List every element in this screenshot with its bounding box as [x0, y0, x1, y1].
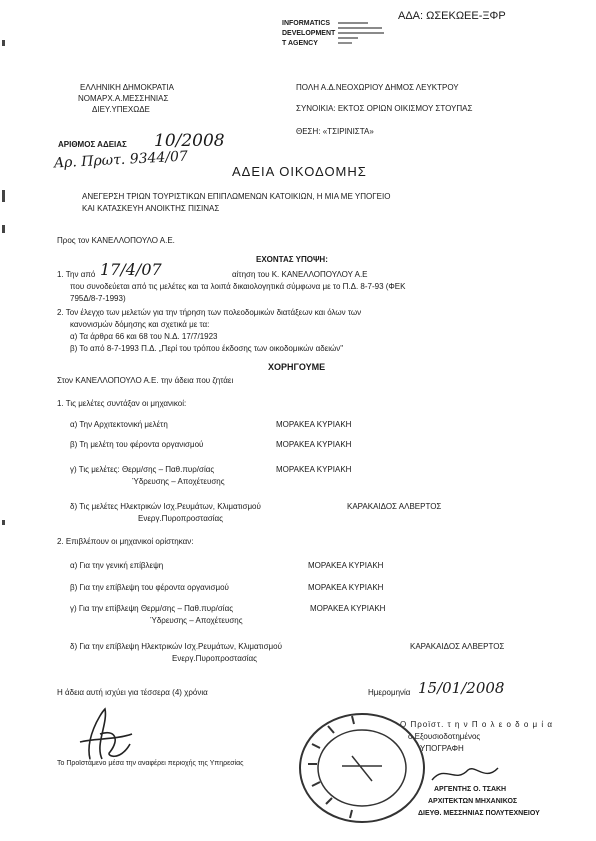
right-header-line-3: ΘΕΣΗ: «ΤΣΙΡΙΝΙΣΤΑ»	[296, 127, 374, 136]
item2-line-1: 2. Τον έλεγχο των μελετών για την τήρηση των πολεοδομικών διατάξεων και όλων των	[57, 308, 362, 317]
study-engineer-name: ΚΑΡΑΚΑΙΔΟΣ ΑΛΒΕΡΤΟΣ	[347, 502, 442, 511]
scan-edge-mark	[2, 225, 5, 233]
protocol-number-handwritten: Αρ. Πρωτ. 9344/07	[53, 148, 189, 172]
item2-a: α) Τα άρθρα 66 και 68 του Ν.Δ. 17/7/1923	[70, 332, 218, 341]
study-label-line-2: Ύδρευσης – Αποχέτευσης	[132, 477, 225, 486]
stamp-line-2: ΑΡΧΙΤΕΚΤΩΝ ΜΗΧΑΝΙΚΟΣ	[428, 798, 518, 805]
grant-line: Στον ΚΑΝΕΛΛΟΠΟΥΛΟ Α.Ε. την άδεια που ζητάει	[57, 376, 234, 385]
supervision-label-line-2: Ύδρευσης – Αποχέτευσης	[150, 616, 243, 625]
scan-edge-mark	[2, 520, 5, 525]
left-header-line-2: ΝΟΜΑΡΧ.Α.ΜΕΣΣΗΝΙΑΣ	[78, 94, 169, 103]
subject-line-2: ΚΑΙ ΚΑΤΑΣΚΕΥΗ ΑΝΟΙΚΤΗΣ ΠΙΣΙΝΑΣ	[82, 204, 220, 213]
item2-b: β) Το από 8-7-1993 Π.Δ. „Περί του τρόπου έκδοσης των οικοδομικών αδειών"	[70, 344, 344, 353]
stamp-line-1: ΑΡΓΕΝΤΗΣ Ο. ΤΣΑΚΗ	[434, 786, 507, 793]
scan-edge-mark	[2, 190, 5, 202]
supervision-label: β) Για την επίβλεψη του φέροντα οργανισμού	[70, 583, 229, 592]
supervision-label: α) Για την γενική επίβλεψη	[70, 561, 164, 570]
permit-number-handwritten: 10/2008	[154, 131, 225, 151]
supervision-label: γ) Για την επίβλεψη Θερμ/σης – Παθ.πυρ/σίας	[70, 604, 234, 613]
date-label: Ημερομηνία	[368, 688, 411, 697]
addressee: Προς τον ΚΑΝΕΛΛΟΠΟΥΛΟ Α.Ε.	[57, 236, 175, 245]
round-seal-stamp	[292, 706, 432, 826]
supervision-heading: 2. Επιβλέπουν οι μηχανικοί ορίστηκαν:	[57, 537, 194, 546]
informatics-fine-print	[338, 20, 388, 48]
right-sign-line-1: Ο Προϊστ. τ η ν Π ο λ ε ο δ ο μ ί α	[400, 720, 553, 729]
supervision-label: δ) Για την επίβλεψη Ηλεκτρικών Ισχ.Ρευμάτων, Κλιματισμού	[70, 642, 282, 651]
item1-line-3: 795Δ/8-7-1993)	[70, 294, 126, 303]
supervision-engineer-name: ΜΟΡΑΚΕΑ ΚΥΡΙΑΚΗ	[310, 604, 386, 613]
study-engineer-name: ΜΟΡΑΚΕΑ ΚΥΡΙΑΚΗ	[276, 420, 352, 429]
informatics-line-3: T AGENCY	[282, 40, 318, 47]
item1-prefix: 1. Την από	[57, 270, 96, 279]
right-sign-line-2: ο Εξουσιοδοτημένος	[408, 732, 481, 741]
signature-caption: Το Προϊστάμενο μέσα την αναφέρει περιοχής της Υπηρεσίας	[57, 760, 244, 767]
supervision-engineer-name: ΚΑΡΑΚΑΙΔΟΣ ΑΛΒΕΡΤΟΣ	[410, 642, 505, 651]
right-header-line-1: ΠΟΛΗ Α.Δ.ΝΕΟΧΩΡΙΟΥ ΔΗΜΟΣ ΛΕΥΚΤΡΟΥ	[296, 83, 459, 92]
document-title: ΑΔΕΙΑ ΟΙΚΟΔΟΜΗΣ	[232, 164, 367, 179]
stamp-line-3: ΔΙΕΥΘ. ΜΕΣΣΗΝΙΑΣ ΠΟΛΥΤΕΧΝΕΙΟΥ	[418, 810, 540, 817]
item1-line-2: που συνοδεύεται από τις μελέτες και τα λοιπά δικαιολογητικά σύμφωνα με το Π.Δ. 8-7-93 (ΦΕΚ	[70, 282, 406, 291]
study-label: γ) Τις μελέτες: Θερμ/σης – Παθ.πυρ/σίας	[70, 465, 215, 474]
date-handwritten: 15/01/2008	[418, 679, 505, 697]
study-engineer-name: ΜΟΡΑΚΕΑ ΚΥΡΙΑΚΗ	[276, 440, 352, 449]
scan-edge-mark	[2, 40, 5, 46]
right-sign-line-3: ΥΠΟΓΡΑΦΗ	[420, 744, 464, 753]
informatics-line-2: DEVELOPMENT	[282, 30, 336, 37]
supervision-engineer-name: ΜΟΡΑΚΕΑ ΚΥΡΙΑΚΗ	[308, 561, 384, 570]
item1-rest: αίτηση του Κ. ΚΑΝΕΛΛΟΠΟΥΛΟΥ Α.Ε	[232, 270, 368, 279]
studies-heading: 1. Τις μελέτες συντάξαν οι μηχανικοί:	[57, 399, 187, 408]
permit-number-label: ΑΡΙΘΜΟΣ ΑΔΕΙΑΣ	[58, 140, 127, 149]
left-header-line-3: ΔΙΕΥ.ΥΠΕΧΩΔΕ	[92, 105, 150, 114]
supervision-engineer-name: ΜΟΡΑΚΕΑ ΚΥΡΙΑΚΗ	[308, 583, 384, 592]
subject-line-1: ΑΝΕΓΕΡΣΗ ΤΡΙΩΝ ΤΟΥΡΙΣΤΙΚΩΝ ΕΠΙΠΛΩΜΕΝΩΝ ΚΑΤΟΙΚΙΩΝ, Η ΜΙΑ ΜΕ ΥΠΟΓΕΙΟ	[82, 192, 391, 201]
study-engineer-name: ΜΟΡΑΚΕΑ ΚΥΡΙΑΚΗ	[276, 465, 352, 474]
item2-line-2: κανονισμών δόμησης και σχετικά με τα:	[70, 320, 210, 329]
study-label-line-2: Ενεργ.Πυροπροστασίας	[138, 514, 224, 523]
left-header-line-1: ΕΛΛΗΝΙΚΗ ΔΗΜΟΚΡΑΤΙΑ	[80, 83, 174, 92]
informatics-line-1: INFORMATICS	[282, 20, 331, 27]
right-signature	[430, 762, 500, 786]
grant-heading: ΧΟΡΗΓΟΥΜΕ	[268, 362, 326, 372]
having-seen-heading: ΕΧΟΝΤΑΣ ΥΠΟΨΗ:	[256, 255, 328, 264]
validity-statement: Η άδεια αυτή ισχύει για τέσσερα (4) χρόνια	[57, 688, 208, 697]
left-signature	[60, 704, 140, 764]
study-label: δ) Τις μελέτες Ηλεκτρικών Ισχ.Ρευμάτων, Κλιματισμού	[70, 502, 261, 511]
supervision-label-line-2: Ενεργ.Πυροπροστασίας	[172, 654, 258, 663]
study-label: α) Την Αρχιτεκτονική μελέτη	[70, 420, 168, 429]
ada-code: ΑΔΑ: ΩΣΕΚΩΕΕ-ΞΦΡ	[398, 10, 506, 22]
right-header-line-2: ΣΥΝΟΙΚΙΑ: ΕΚΤΟΣ ΟΡΙΩΝ ΟΙΚΙΣΜΟΥ ΣΤΟΥΠΑΣ	[296, 104, 473, 113]
study-label: β) Τη μελέτη του φέροντα οργανισμού	[70, 440, 204, 449]
item1-date-handwritten: 17/4/07	[100, 260, 162, 279]
